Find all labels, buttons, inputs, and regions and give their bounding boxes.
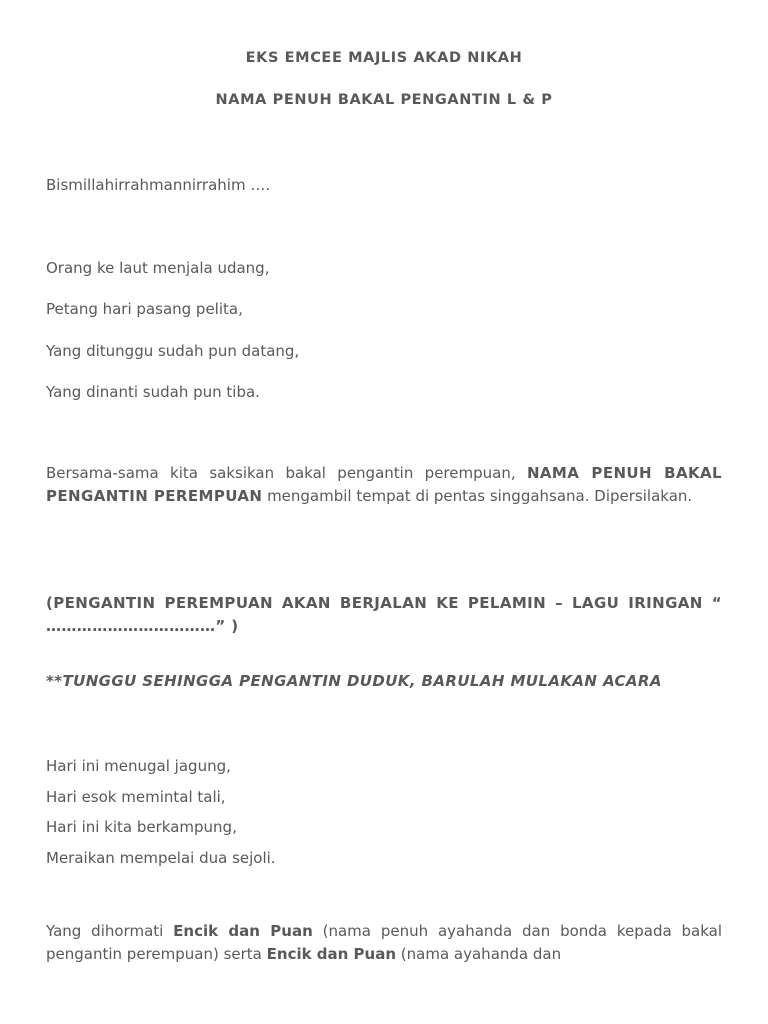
pantun-line: Orang ke laut menjala udang,	[46, 259, 270, 277]
paragraph-text: mengambil tempat di pentas singgahsana. Dipersilakan.	[262, 487, 693, 505]
bride-name-placeholder: NAMA PENUH BAKAL PENGANTIN PEREMPUAN	[46, 464, 722, 505]
paragraph-text: Bersama-sama kita saksikan bakal pengantin perempuan,	[46, 464, 527, 482]
document-title: EKS EMCEE MAJLIS AKAD NIKAH	[245, 50, 523, 66]
pantun-line: Petang hari pasang pelita,	[46, 300, 243, 318]
pantun-line: Yang dinanti sudah pun tiba.	[46, 383, 260, 401]
instruction-prefix: **	[46, 672, 63, 690]
pantun-line: Meraikan mempelai dua sejoli.	[46, 849, 276, 867]
paragraph-text: Yang dihormati	[46, 922, 174, 940]
instruction-wait	[46, 670, 722, 693]
pantun-line: Hari ini kita berkampung,	[46, 818, 237, 836]
instruction-procession: (PENGANTIN PEREMPUAN AKAN BERJALAN KE PELAMIN – LAGU IRINGAN “ ……………………………” )	[46, 594, 722, 635]
paragraph-text: (nama ayahanda dan	[396, 945, 562, 963]
paragraph-parents	[46, 920, 722, 966]
document-page	[46, 0, 722, 1024]
honorific-bold: Encik dan Puan	[173, 922, 313, 940]
pantun-line: Yang ditunggu sudah pun datang,	[46, 342, 300, 360]
honorific-bold: Encik dan Puan	[266, 945, 397, 963]
pantun-line: Hari ini menugal jagung,	[46, 757, 231, 775]
pantun-line: Hari esok memintal tali,	[46, 788, 226, 806]
instruction-text: TUNGGU SEHINGGA PENGANTIN DUDUK, BARULAH MULAKAN ACARA	[62, 672, 662, 690]
opening-line: Bismillahirrahmannirrahim ….	[46, 176, 271, 194]
paragraph-bride-entrance	[46, 462, 722, 508]
document-subtitle: NAMA PENUH BAKAL PENGANTIN L & P	[215, 92, 553, 108]
paragraph-text: (nama penuh ayahanda dan bonda kepada bakal pengantin perempuan) serta	[46, 922, 723, 963]
